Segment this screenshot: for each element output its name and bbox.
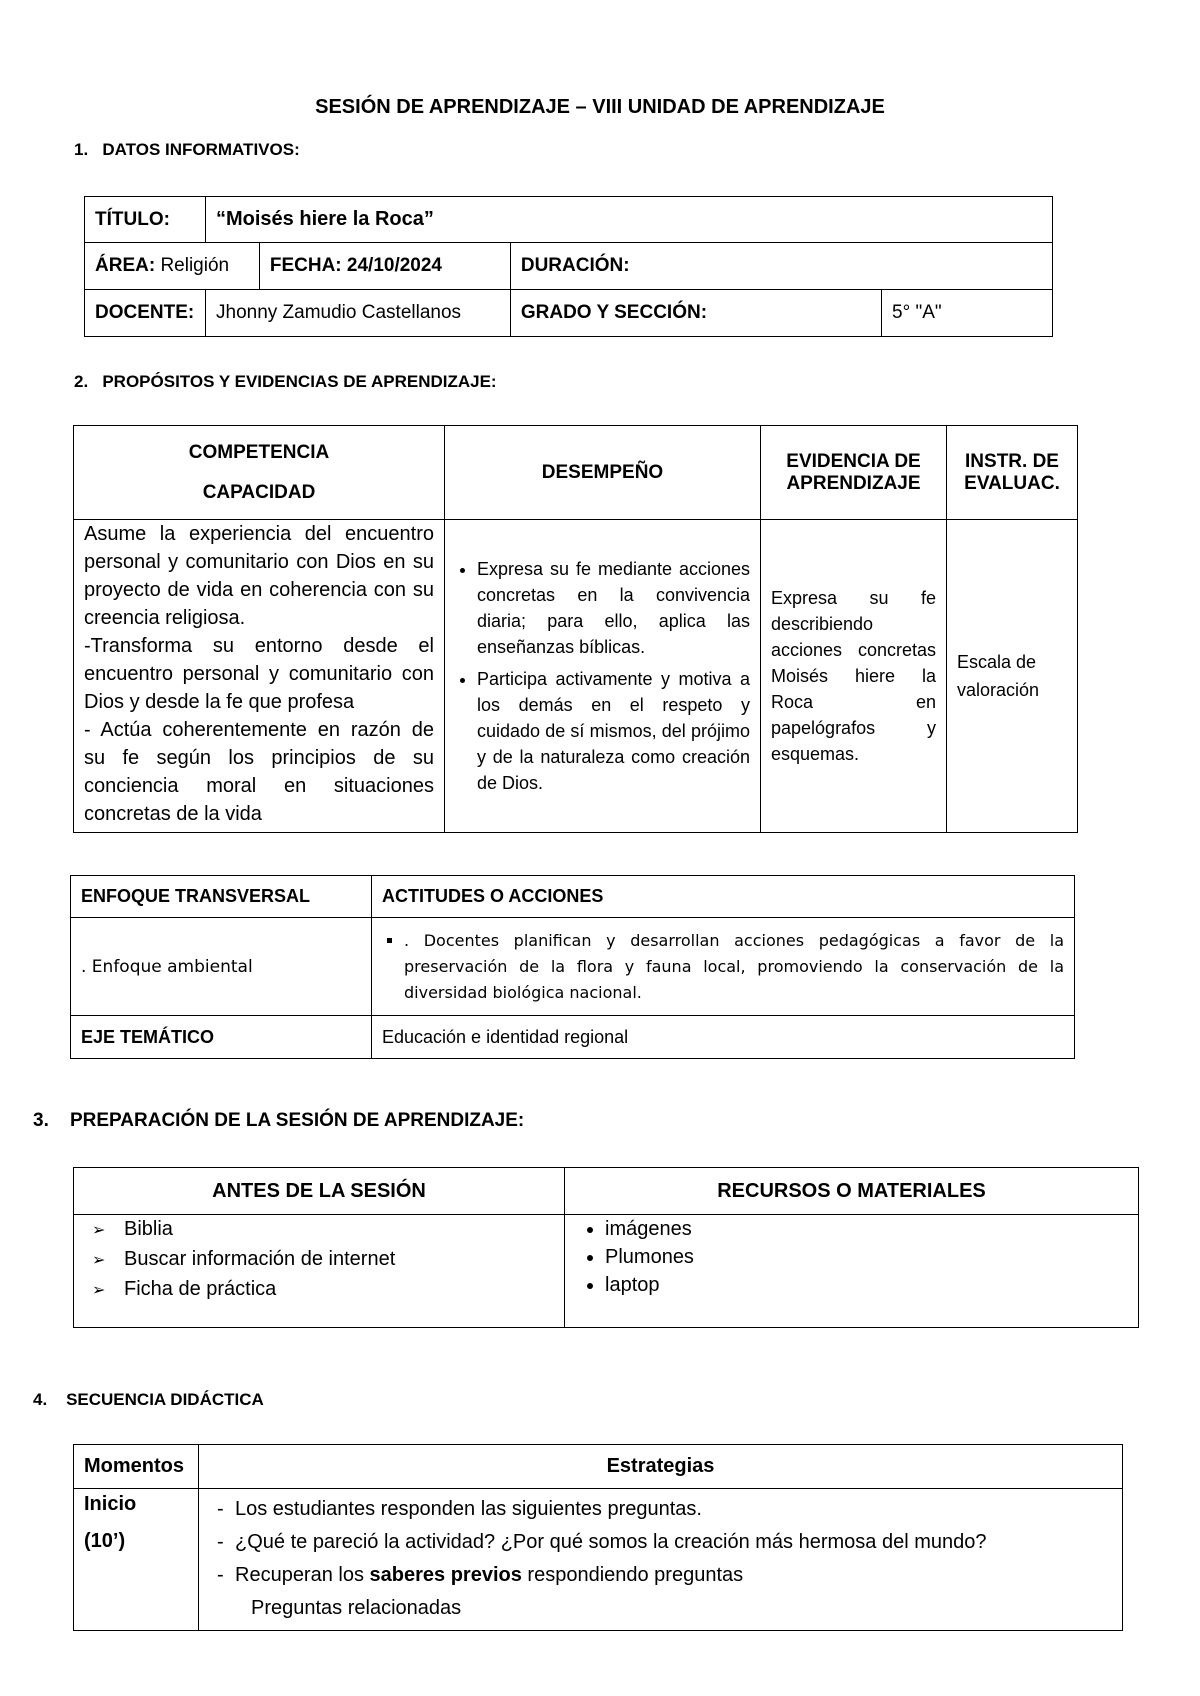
titulo-label: TÍTULO: xyxy=(85,197,206,243)
estrategia-text: respondiendo preguntas xyxy=(521,1564,744,1586)
preguntas-relacionadas: Preguntas relacionadas xyxy=(251,1597,462,1619)
inicio-label: Inicio xyxy=(84,1493,137,1515)
section-3-heading: 3. PREPARACIÓN DE LA SESIÓN DE APRENDIZAJE: xyxy=(33,1110,525,1131)
estrategia-item xyxy=(217,1559,1112,1592)
saberes-previos-bold: saberes previos xyxy=(369,1564,522,1586)
titulo-value: “Moisés hiere la Roca” xyxy=(206,197,1053,243)
desempeno-cell xyxy=(445,520,761,833)
header-estrategias: Estrategias xyxy=(199,1445,1123,1489)
header-evidencia: EVIDENCIA DE APRENDIZAJE xyxy=(761,426,947,520)
competencia-label: COMPETENCIA xyxy=(188,441,330,463)
antes-item: ➢ Buscar información de internet xyxy=(92,1245,554,1275)
header-antes: ANTES DE LA SESIÓN xyxy=(74,1168,565,1215)
desempeno-item: • Expresa su fe mediante acciones concretas en la convivencia diaria; para ello, aplica las enseñanzas bíblicas. xyxy=(477,556,750,660)
header-recursos: RECURSOS O MATERIALES xyxy=(565,1168,1139,1215)
enfoque-table xyxy=(70,875,1075,1059)
section-1-heading: 1. DATOS INFORMATIVOS: xyxy=(74,140,300,159)
recurso-item: • laptop xyxy=(605,1271,1128,1299)
capacidad-label: CAPACIDAD xyxy=(202,481,316,503)
datos-informativos-table xyxy=(84,196,1053,337)
competencia-cell xyxy=(74,520,445,833)
recurso-item: • imágenes xyxy=(605,1215,1128,1243)
fecha: FECHA: 24/10/2024 xyxy=(259,243,510,290)
eje-value: Educación e identidad regional xyxy=(372,1016,1075,1059)
desempeno-item: • Participa activamente y motiva a los demás en el respeto y cuidado de sí mismos, del prójimo y de la naturaleza como creación de Dios. xyxy=(477,666,750,796)
competencia-line: - Actúa coherentemente en razón de su fe según los principios de su conciencia moral en situaciones concretas de la vida xyxy=(84,719,434,825)
header-competencia xyxy=(74,426,445,520)
section-4-heading: 4. SECUENCIA DIDÁCTICA xyxy=(33,1390,264,1409)
competencia-line: -Transforma su entorno desde el encuentro personal y comunitario con Dios y desde la fe que profesa xyxy=(84,635,434,713)
evidencia-cell: Expresa su fe describiendo acciones concretas Moisés hiere la Roca en papelógrafos y esquemas. xyxy=(761,520,947,833)
estrategia-text: Recuperan los xyxy=(235,1564,370,1586)
document-title: SESIÓN DE APRENDIZAJE – VIII UNIDAD DE APRENDIZAJE xyxy=(315,96,885,118)
area-cell xyxy=(85,243,260,290)
instrumento-cell: Escala de valoración xyxy=(947,520,1078,833)
actitud-cell xyxy=(372,918,1075,1016)
docente-value: Jhonny Zamudio Castellanos xyxy=(206,290,511,337)
competencia-line: Asume la experiencia del encuentro personal y comunitario con Dios en su proyecto de vida en coherencia con su creencia religiosa. xyxy=(84,523,434,629)
duracion: DURACIÓN: xyxy=(510,243,1052,290)
antes-cell xyxy=(74,1215,565,1328)
header-momentos: Momentos xyxy=(74,1445,199,1489)
header-desempeno: DESEMPEÑO xyxy=(445,426,761,520)
estrategia-item: - Los estudiantes responden las siguientes preguntas. xyxy=(217,1493,1112,1526)
area-label: ÁREA: xyxy=(95,255,156,276)
enfoque-value: . Enfoque ambiental xyxy=(71,918,372,1016)
header-instrumento: INSTR. DE EVALUAC. xyxy=(947,426,1078,520)
actitud-item: ▪ . Docentes planifican y desarrollan acciones pedagógicas a favor de la preservación de la flora y fauna local, promoviendo la conservación de la diversidad biológica nacional. xyxy=(404,928,1064,1006)
inicio-cell xyxy=(74,1489,199,1631)
docente-label: DOCENTE: xyxy=(85,290,206,337)
propositos-table xyxy=(73,425,1078,833)
preparacion-table xyxy=(73,1167,1139,1328)
secuencia-table xyxy=(73,1444,1123,1631)
header-actitudes: ACTITUDES O ACCIONES xyxy=(372,876,1075,918)
antes-item: ➢ Biblia xyxy=(92,1215,554,1245)
estrategia-item: - ¿Qué te pareció la actividad? ¿Por qué somos la creación más hermosa del mundo? xyxy=(217,1526,1112,1559)
grado-label: GRADO Y SECCIÓN: xyxy=(510,290,881,337)
header-enfoque: ENFOQUE TRANSVERSAL xyxy=(71,876,372,918)
antes-item: ➢ Ficha de práctica xyxy=(92,1275,554,1305)
eje-label: EJE TEMÁTICO xyxy=(71,1016,372,1059)
grado-value: 5° "A" xyxy=(882,290,1053,337)
recursos-cell xyxy=(565,1215,1139,1328)
recurso-item: • Plumones xyxy=(605,1243,1128,1271)
section-2-heading: 2. PROPÓSITOS Y EVIDENCIAS DE APRENDIZAJE: xyxy=(74,372,497,391)
area-value: Religión xyxy=(155,255,230,276)
inicio-time: (10’) xyxy=(84,1530,126,1552)
estrategias-cell xyxy=(199,1489,1123,1631)
